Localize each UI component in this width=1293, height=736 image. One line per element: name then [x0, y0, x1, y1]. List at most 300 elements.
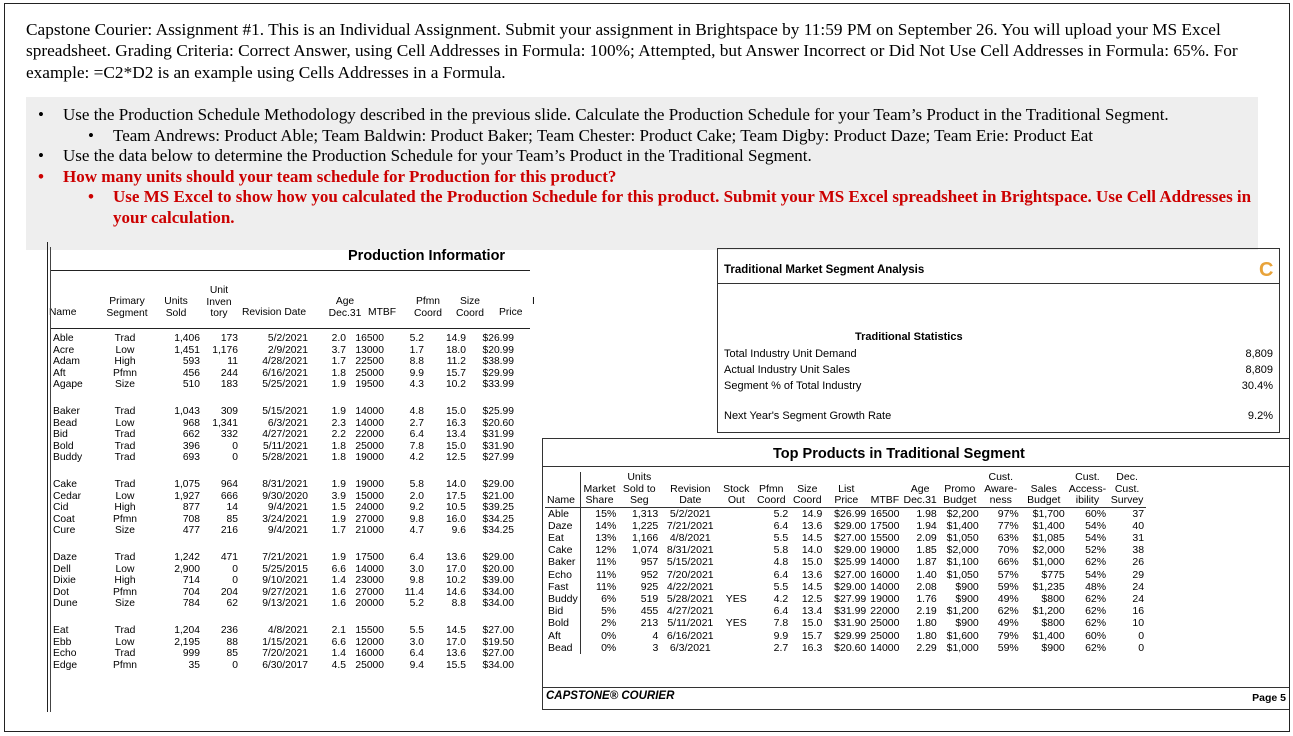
table-cell: Cid	[53, 502, 69, 514]
table-cell: 60%	[1085, 507, 1107, 520]
table-cell: High	[114, 502, 136, 514]
table-cell: $27.00	[482, 625, 514, 636]
table-row	[48, 648, 514, 660]
column-header: Size Coord	[792, 482, 822, 506]
table-cell: 9/10/2021	[262, 575, 308, 587]
table-cell: Low	[115, 490, 135, 502]
table-cell: Aft	[53, 367, 66, 379]
table-cell: 9/30/2020	[262, 490, 308, 502]
table-cell: 4	[652, 629, 659, 642]
table-cell: Dell	[53, 563, 71, 575]
growth-value: 9.2%	[1247, 410, 1273, 422]
table-cell: 62%	[1085, 605, 1107, 618]
table-cell: 925	[640, 580, 659, 593]
table-cell: 20000	[355, 598, 384, 610]
table-cell: Pfmn	[112, 659, 138, 671]
table-cell: 9/4/2021	[267, 502, 308, 514]
table-cell: 1.8	[331, 440, 346, 452]
table-cell: 14.9	[445, 333, 466, 344]
col-extra-header: I	[532, 296, 535, 307]
table-cell: 877	[182, 502, 200, 514]
table-cell: 693	[182, 452, 200, 464]
table-cell: 3	[652, 641, 659, 654]
table-cell: 9.8	[409, 575, 424, 587]
table-cell: 14	[226, 502, 238, 514]
table-cell: 477	[182, 525, 200, 537]
table-cell: $27.00	[834, 568, 867, 581]
table-cell: $34.00	[482, 586, 514, 598]
table-cell: 1.5	[331, 502, 346, 514]
table-cell: 13000	[355, 344, 384, 356]
table-cell: Ebb	[53, 636, 72, 648]
table-cell: 16500	[355, 333, 384, 344]
table-cell: 5/2/2021	[669, 507, 711, 520]
table-cell: $775	[1041, 568, 1065, 581]
table-cell: 15.0	[445, 406, 466, 417]
bullet-team-products: • Team Andrews: Product Able; Team Baldwin: Product Baker; Team Chester: Product Cake; Team Digby: Product Daze; Team Erie: Product Eat	[26, 126, 1258, 147]
column-header: List Price	[834, 482, 859, 506]
table-cell: 59%	[997, 580, 1019, 593]
table-cell: Low	[115, 344, 135, 356]
table-cell: 2.19	[916, 605, 937, 618]
table-cell: Agape	[53, 379, 83, 391]
table-cell: 14.0	[445, 479, 466, 490]
table-cell: 0%	[601, 641, 617, 654]
table-cell: $900	[955, 580, 979, 593]
col-price-header: Price	[499, 307, 523, 318]
table-cell: 5/2/2021	[267, 333, 308, 344]
table-cell: 23000	[355, 575, 384, 587]
table-cell: 4/8/2021	[267, 625, 308, 636]
table-cell: 1,225	[632, 519, 659, 532]
table-cell: 5.2	[773, 507, 789, 520]
table-row	[48, 441, 514, 453]
bullet-use-data: • Use the data below to determine the Production Schedule for your Team’s Product in the Traditional Segment.	[26, 146, 1258, 167]
top-products-header-row	[545, 472, 1146, 507]
table-cell: 9/13/2021	[262, 598, 308, 610]
table-cell: 1,074	[632, 544, 659, 557]
table-cell: 4/27/2021	[262, 429, 308, 441]
table-cell: $20.00	[482, 563, 514, 575]
table-cell	[720, 532, 752, 544]
table-cell: 2.09	[916, 531, 937, 544]
table-cell: Bid	[53, 429, 68, 441]
table-cell: 22500	[355, 356, 384, 368]
table-cell: 4/28/2021	[262, 356, 308, 368]
col-revision-header: Revision Date	[242, 307, 307, 318]
table-cell: 15.5	[445, 659, 466, 671]
table-cell: 2.2	[331, 429, 346, 441]
table-cell: 16.0	[445, 513, 466, 525]
table-row	[545, 605, 1146, 617]
table-cell: 15500	[870, 531, 900, 544]
table-cell: Bead	[545, 642, 580, 654]
col-age-header: Age Dec.31	[328, 296, 362, 319]
table-cell: 5.5	[773, 531, 789, 544]
table-cell: $27.99	[482, 452, 514, 464]
table-cell: 62	[226, 598, 238, 610]
table-cell: 22000	[870, 605, 900, 618]
table-cell: Fast	[545, 581, 580, 593]
table-cell: 519	[640, 592, 659, 605]
table-cell: 54%	[1085, 568, 1107, 581]
table-row	[48, 660, 514, 672]
table-cell: 9.9	[773, 629, 789, 642]
table-cell: $1,085	[1032, 531, 1065, 544]
table-cell: 1,341	[212, 417, 238, 429]
table-cell: $31.90	[834, 617, 867, 630]
column-header: MTBF	[870, 494, 900, 506]
table-cell: 11.2	[446, 356, 466, 368]
table-cell: 70%	[997, 544, 1019, 557]
table-cell: $800	[1041, 592, 1065, 605]
production-group	[48, 333, 514, 391]
table-cell: 1,313	[632, 507, 659, 520]
table-cell: 15000	[355, 490, 384, 502]
table-cell: 4/27/2021	[666, 605, 714, 618]
table-cell: 4/22/2021	[666, 580, 714, 593]
table-cell: 0	[232, 440, 238, 452]
table-cell: 704	[182, 586, 200, 598]
table-cell: 40	[1132, 519, 1145, 532]
table-cell: 1.7	[331, 356, 346, 368]
table-cell: 12%	[595, 544, 617, 557]
top-products-panel	[542, 438, 1290, 710]
table-cell: 14.0	[801, 544, 823, 557]
table-cell	[720, 642, 752, 654]
table-cell: 6%	[601, 592, 617, 605]
table-cell: $21.00	[482, 490, 514, 502]
table-cell: 85	[226, 648, 238, 660]
table-cell: $900	[1041, 641, 1065, 654]
table-cell: $2,000	[946, 544, 979, 557]
table-cell: 5/15/2021	[262, 406, 308, 417]
table-cell: 24	[1132, 580, 1145, 593]
table-cell: Low	[115, 417, 135, 429]
table-row	[48, 637, 514, 649]
table-cell: 54%	[1085, 531, 1107, 544]
table-cell: 1.8	[331, 367, 346, 379]
table-cell: 593	[182, 356, 200, 368]
table-cell: Dixie	[53, 575, 76, 587]
table-cell: 1,043	[174, 406, 200, 417]
production-group	[48, 625, 514, 671]
table-cell: 1.80	[916, 629, 937, 642]
column-header: Stock Out	[723, 482, 750, 506]
table-row	[545, 581, 1146, 593]
table-cell: 13%	[595, 531, 617, 544]
table-cell: $38.99	[482, 356, 514, 368]
table-cell: 14.5	[801, 531, 823, 544]
table-cell: 1,204	[174, 625, 200, 636]
table-cell: $1,050	[946, 568, 979, 581]
table-cell: Trad	[114, 648, 136, 660]
table-cell	[720, 581, 752, 593]
table-cell	[720, 605, 752, 617]
table-cell: 8/31/2021	[262, 479, 308, 490]
table-cell: 3.0	[409, 563, 424, 575]
table-cell: Trad	[114, 452, 136, 464]
table-cell: 396	[182, 440, 200, 452]
table-cell: 77%	[997, 519, 1019, 532]
table-cell: 14.5	[801, 580, 823, 593]
table-cell: 79%	[997, 629, 1019, 642]
table-cell: 57%	[997, 568, 1019, 581]
table-row	[48, 333, 514, 345]
table-cell: 15.0	[445, 440, 466, 452]
table-cell: 13.6	[445, 552, 466, 563]
bullet-methodology: • Use the Production Schedule Methodology described in the previous slide. Calculate the Production Schedule for your Team’s Product in the Traditional Segment.	[26, 105, 1258, 126]
table-cell: 12000	[355, 636, 384, 648]
table-cell: 15500	[355, 625, 384, 636]
table-cell: $29.99	[834, 629, 867, 642]
table-cell: YES	[725, 617, 747, 630]
production-information-panel	[47, 242, 539, 712]
table-cell: 6.4	[773, 605, 789, 618]
table-cell: 5.2	[409, 333, 424, 344]
col-inventory-header: Unit Inven tory	[206, 285, 232, 319]
table-cell: 24000	[355, 502, 384, 514]
table-cell: 13.6	[445, 648, 466, 660]
table-cell: Cure	[53, 525, 76, 537]
table-cell: 88	[226, 636, 238, 648]
table-cell: 9/4/2021	[267, 525, 308, 537]
table-cell: 2.7	[773, 641, 789, 654]
table-cell: 2,900	[174, 563, 200, 575]
table-cell: 21000	[355, 525, 384, 537]
table-cell: $1,200	[1032, 605, 1065, 618]
table-cell: 63%	[997, 531, 1019, 544]
table-cell: 5/25/2021	[262, 379, 308, 391]
table-cell	[720, 507, 752, 520]
table-cell: Cedar	[53, 490, 82, 502]
table-cell: $31.99	[482, 429, 514, 441]
table-cell: 309	[220, 406, 238, 417]
stats-title: Traditional Statistics	[855, 331, 963, 343]
table-row	[48, 406, 514, 418]
table-cell: $1,400	[946, 519, 979, 532]
table-cell: 236	[220, 625, 238, 636]
table-cell: 19000	[870, 544, 900, 557]
table-cell: 15.7	[801, 629, 823, 642]
table-row	[48, 418, 514, 430]
table-cell: 6.4	[409, 552, 424, 563]
production-title: Production Informatior	[348, 248, 506, 264]
table-cell: $25.99	[834, 556, 867, 569]
table-cell: 25000	[870, 629, 900, 642]
table-cell: 1.6	[331, 586, 346, 598]
table-cell: 4.2	[409, 452, 424, 464]
table-cell: 62%	[1085, 641, 1107, 654]
table-cell: Cake	[545, 544, 580, 556]
table-cell: 2.29	[916, 641, 937, 654]
table-cell: $1,400	[1032, 629, 1065, 642]
table-cell: YES	[725, 592, 747, 605]
table-cell: 7/21/2021	[666, 519, 714, 532]
table-cell: $29.00	[834, 580, 867, 593]
table-cell: $25.99	[482, 406, 514, 417]
table-cell: 25000	[355, 440, 384, 452]
column-header: Cust. Aware- ness	[984, 471, 1018, 506]
table-cell: 27000	[355, 513, 384, 525]
table-cell: 5.2	[409, 598, 424, 610]
table-cell: 1.9	[331, 552, 346, 563]
table-cell: 4.3	[409, 379, 424, 391]
table-cell: 9.8	[409, 513, 424, 525]
table-cell: 25000	[355, 367, 384, 379]
table-cell: Echo	[545, 569, 580, 581]
table-cell: $33.99	[482, 379, 514, 391]
table-cell: 1.40	[916, 568, 937, 581]
table-cell: 9.4	[409, 659, 424, 671]
top-products-table	[545, 472, 1146, 654]
table-cell: High	[114, 356, 136, 368]
table-row	[545, 520, 1146, 532]
table-cell: 5/25/2015	[262, 563, 308, 575]
table-cell: 14.6	[445, 586, 466, 598]
table-cell: 1.87	[916, 556, 937, 569]
table-cell: 31	[1132, 531, 1145, 544]
production-group	[48, 479, 514, 537]
table-cell: 17.0	[445, 563, 466, 575]
col-pfmn-header: Pfmn Coord	[413, 296, 443, 319]
table-cell: 9.2	[409, 502, 424, 514]
table-cell: Size	[114, 379, 136, 391]
table-cell: 14000	[355, 406, 384, 417]
table-cell: 35	[188, 659, 200, 671]
table-cell: 3.7	[331, 344, 346, 356]
table-cell: $27.00	[482, 648, 514, 660]
instructions-list	[26, 105, 1258, 228]
table-cell: 471	[220, 552, 238, 563]
table-row	[48, 356, 514, 368]
market-title: Traditional Market Segment Analysis	[724, 264, 925, 276]
table-cell: 3.9	[331, 490, 346, 502]
table-cell: $29.00	[834, 519, 867, 532]
table-cell: Adam	[53, 356, 80, 368]
table-cell: 0	[232, 563, 238, 575]
table-cell: Baker	[53, 406, 80, 417]
table-cell: 6.4	[773, 519, 789, 532]
table-cell: Bid	[545, 605, 580, 617]
table-cell: Size	[114, 525, 136, 537]
top-products-footer-rule	[543, 687, 1290, 688]
table-cell: 4.8	[773, 556, 789, 569]
table-cell: 5/11/2021	[262, 440, 308, 452]
table-cell: 60%	[1085, 629, 1107, 642]
table-cell: 1.9	[331, 406, 346, 417]
table-cell: 4/8/2021	[669, 531, 711, 544]
table-cell: 22000	[355, 429, 384, 441]
table-cell: $26.99	[482, 333, 514, 344]
table-cell: 26	[1132, 556, 1145, 569]
table-cell: Bead	[53, 417, 78, 429]
column-header: Pfmn Coord	[756, 482, 786, 506]
table-cell: 1.9	[331, 379, 346, 391]
table-cell: $1,100	[946, 556, 979, 569]
bullet-excel-instruction: • Use MS Excel to show how you calculated the Production Schedule for this product. Submit your MS Excel spreadsheet in Brightspace. Use Cell Addresses in your calculation.	[26, 187, 1258, 228]
document-page	[4, 3, 1290, 732]
table-cell: 62%	[997, 605, 1019, 618]
table-cell: 1.7	[331, 525, 346, 537]
table-cell: Low	[115, 563, 135, 575]
table-cell: 1.80	[916, 617, 937, 630]
table-cell: Trad	[114, 625, 136, 636]
table-cell: 5/28/2021	[666, 592, 714, 605]
table-cell: $29.00	[482, 552, 514, 563]
table-cell: 13.4	[445, 429, 466, 441]
table-cell: 6/16/2021	[666, 629, 714, 642]
assignment-intro: Capstone Courier: Assignment #1. This is an Individual Assignment. Submit your assignment in Brightspace by 11:59 PM on September 26. You will upload your MS Excel spreadsheet. Grading Criteria: Correct Answer, using Cell Addresses in Formula: 100%; Attempted, but Answer Incorrect or Did Not Use Cell Addresses in Formula: 65%. For example: =C2*D2 is an example using Cells Addresses in a Formula.	[26, 20, 1238, 82]
table-cell: 6.4	[773, 568, 789, 581]
table-cell: 1.9	[331, 513, 346, 525]
table-cell: $29.00	[482, 479, 514, 490]
table-cell: 952	[640, 568, 659, 581]
table-cell: Coat	[53, 513, 75, 525]
table-cell: $900	[955, 617, 979, 630]
table-cell: 5%	[601, 605, 617, 618]
table-cell: 6/16/2021	[262, 367, 308, 379]
table-row	[48, 625, 514, 637]
table-cell: 1.4	[331, 575, 346, 587]
instructions-box	[26, 97, 1258, 250]
table-cell: Cake	[53, 479, 78, 490]
table-cell: 4.7	[409, 525, 424, 537]
table-cell: 7.8	[409, 440, 424, 452]
table-cell: Size	[114, 598, 136, 610]
table-cell: 2/9/2021	[267, 344, 308, 356]
table-cell: $1,600	[946, 629, 979, 642]
table-row	[48, 575, 514, 587]
table-row	[48, 452, 514, 464]
table-cell: 8/31/2021	[666, 544, 714, 557]
table-cell: 708	[182, 513, 200, 525]
table-row	[545, 569, 1146, 581]
table-cell: 183	[220, 379, 238, 391]
table-cell: 7/20/2021	[666, 568, 714, 581]
table-cell: 0%	[601, 629, 617, 642]
table-cell: 666	[220, 490, 238, 502]
table-cell: $1,200	[946, 605, 979, 618]
stat-label: Total Industry Unit Demand	[724, 348, 857, 360]
table-cell: 14.5	[445, 625, 466, 636]
table-cell: 7/20/2021	[262, 648, 308, 660]
table-cell: Trad	[114, 406, 136, 417]
table-cell: 11%	[596, 568, 617, 581]
table-cell: 10	[1132, 617, 1145, 630]
market-title-rule	[718, 283, 1279, 284]
stat-label: Segment % of Total Industry	[724, 380, 862, 392]
table-cell: 48%	[1085, 580, 1107, 593]
table-cell: 19000	[870, 592, 900, 605]
table-cell: 11%	[596, 580, 617, 593]
table-cell: 13.4	[801, 605, 823, 618]
table-cell: 213	[640, 617, 659, 630]
table-cell: 968	[182, 417, 200, 429]
table-cell: 29	[1132, 568, 1145, 581]
table-cell: 510	[182, 379, 200, 391]
table-cell: 1.7	[409, 344, 424, 356]
table-cell: 0	[1138, 641, 1145, 654]
table-cell: 59%	[997, 641, 1019, 654]
table-cell: 19000	[355, 452, 384, 464]
table-cell: $1,050	[946, 531, 979, 544]
table-cell: $34.00	[482, 598, 514, 610]
table-cell: 6.6	[331, 563, 346, 575]
table-cell: 10.2	[445, 575, 466, 587]
table-row	[545, 532, 1146, 544]
table-cell: 16.3	[445, 417, 466, 429]
